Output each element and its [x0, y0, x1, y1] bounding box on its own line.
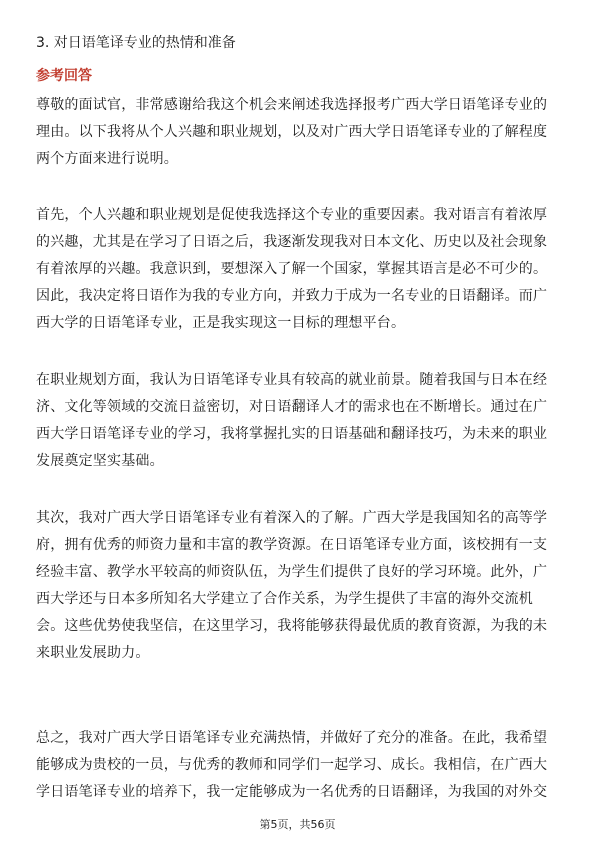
- text-line: 尊敬的面试官，非常感谢给我这个机会来阐述我选择报考广西大学日语笔译专业的: [36, 97, 548, 113]
- text-line: 发展奠定坚实基础。: [36, 453, 164, 469]
- text-line: 会。这些优势使我坚信，在这里学习，我将能够获得最优质的教育资源，为我的未: [36, 618, 548, 634]
- text-line: 学日语笔译专业的培养下，我一定能够成为一名优秀的日语翻译，为我国的对外交: [36, 784, 548, 800]
- paragraph-university: [36, 505, 558, 667]
- text-line: 济、文化等领域的交流日益密切，对日语翻译人才的需求也在不断增长。通过在广: [36, 399, 548, 415]
- text-line: 在职业规划方面，我认为日语笔译专业具有较高的就业前景。随着我国与日本在经: [36, 372, 548, 388]
- page-number-footer: 第5页，共56页: [259, 818, 336, 831]
- text-line: 理由。以下我将从个人兴趣和职业规划，以及对广西大学日语笔译专业的了解程度: [36, 124, 548, 140]
- text-line: 西大学日语笔译专业的学习，我将掌握扎实的日语基础和翻译技巧，为未来的职业: [36, 426, 548, 442]
- text-line: 西大学还与日本多所知名大学建立了合作关系，为学生提供了丰富的海外交流机: [36, 591, 533, 607]
- text-line: 两个方面来进行说明。: [36, 151, 178, 167]
- text-line: 西大学的日语笔译专业，正是我实现这一目标的理想平台。: [36, 315, 406, 331]
- text-line: 府，拥有优秀的师资力量和丰富的教学资源。在日语笔译专业方面，该校拥有一支: [36, 537, 548, 553]
- question-title: 3. 对日语笔译专业的热情和准备: [36, 35, 236, 51]
- paragraph-conclusion: [36, 725, 558, 806]
- answer-label: 参考回答: [36, 68, 92, 84]
- paragraph-interest: [36, 202, 558, 337]
- text-line: 总之，我对广西大学日语笔译专业充满热情，并做好了充分的准备。在此，我希望: [36, 730, 548, 746]
- text-line: 其次，我对广西大学日语笔译专业有着深入的了解。广西大学是我国知名的高等学: [36, 510, 548, 526]
- text-line: 经验丰富、教学水平较高的师资队伍，为学生们提供了良好的学习环境。此外，广: [36, 564, 548, 580]
- paragraph-career: [36, 367, 558, 475]
- text-line: 的兴趣，尤其是在学习了日语之后，我逐渐发现我对日本文化、历史以及社会现象: [36, 234, 548, 250]
- text-line: 有着浓厚的兴趣。我意识到，要想深入了解一个国家，掌握其语言是必不可少的。: [36, 261, 548, 277]
- text-line: 来职业发展助力。: [36, 645, 150, 661]
- paragraph-intro: [36, 92, 558, 173]
- text-line: 能够成为贵校的一员，与优秀的教师和同学们一起学习、成长。我相信，在广西大: [36, 757, 548, 773]
- text-line: 因此，我决定将日语作为我的专业方向，并致力于成为一名专业的日语翻译。而广: [36, 288, 548, 304]
- text-line: 首先，个人兴趣和职业规划是促使我选择这个专业的重要因素。我对语言有着浓厚: [36, 207, 548, 223]
